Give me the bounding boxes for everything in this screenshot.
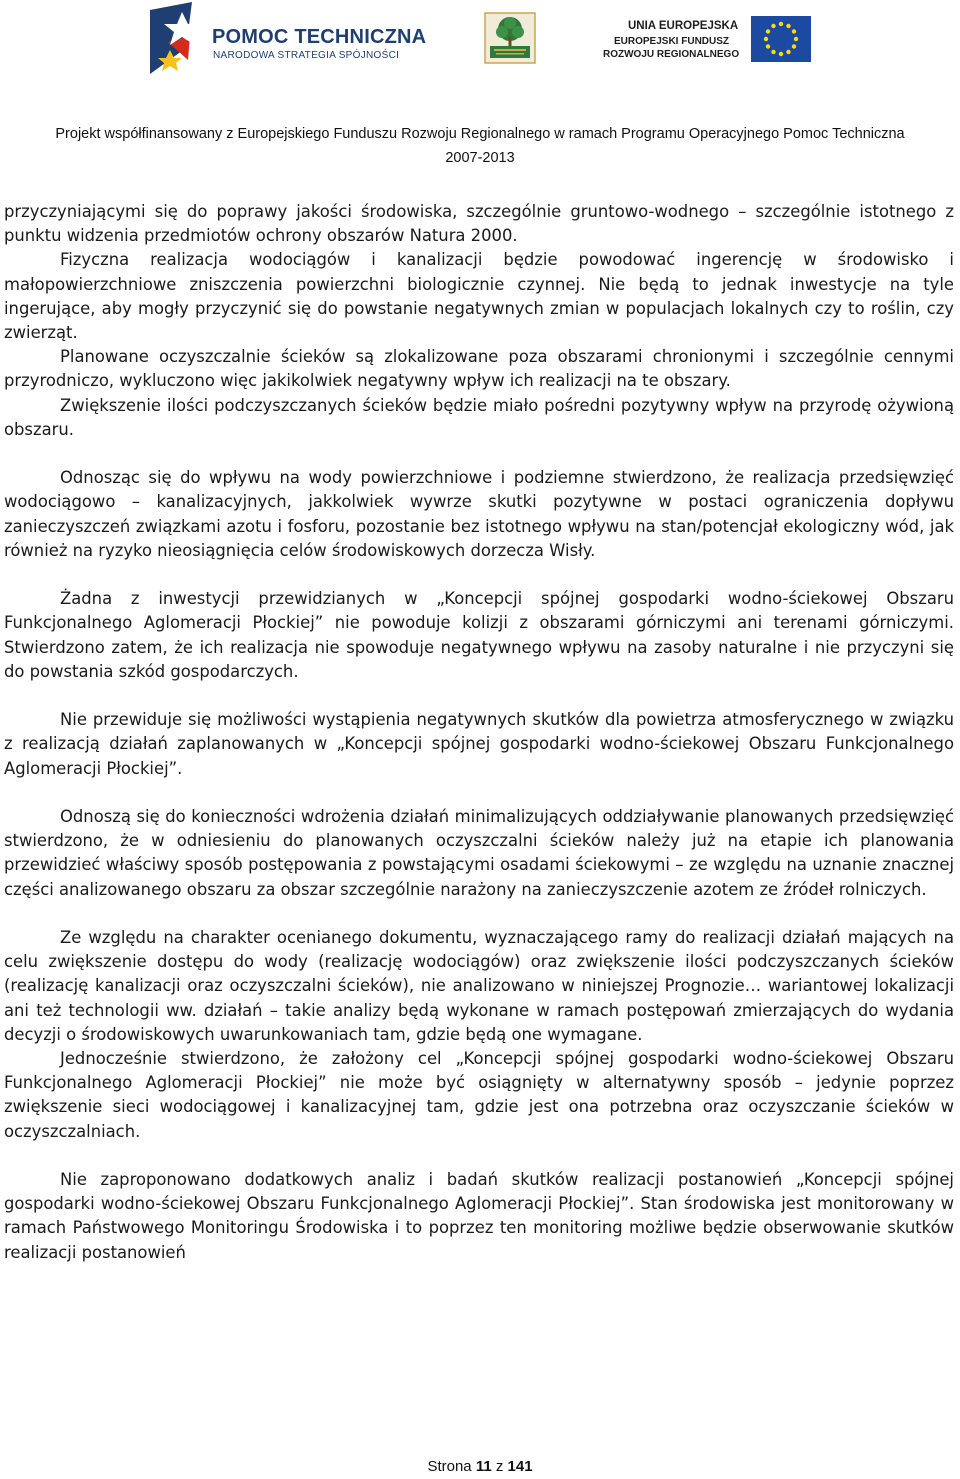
document-body [4, 200, 954, 1265]
pomoc-techniczna-title: POMOC TECHNICZNA [212, 26, 427, 48]
page-total: 141 [507, 1458, 533, 1475]
eu-logo-line-3: ROZWOJU REGIONALNEGO [603, 49, 740, 60]
project-funding-line [0, 122, 960, 170]
body-paragraph: Zwiększenie ilości podczyszczanych ścieków będzie miało pośredni pozytywny wpływ na przyrodę ożywioną obszaru. [4, 395, 954, 439]
body-paragraph: Jednocześnie stwierdzono, że założony cel „Koncepcji spójnej gospodarki wodno-ściekowej Obszaru Funkcjonalnego Aglomeracji Płockiej” nie może być osiągnięty w alternatywny sposób – jedynie poprzez zwiększenie sieci wodociągowej i kanalizacyjnej tam, gdzie jest ona potrzebna oraz oczyszczanie ścieków w oczyszczalniach. [4, 1049, 954, 1141]
body-paragraph: Planowane oczyszczalnie ścieków są zlokalizowane poza obszarami chronionymi i szczególnie cennymi przyrodniczo, wykluczono więc jakikolwiek negatywny wpływ ich realizacji na te obszary. [4, 347, 954, 391]
eu-flag-icon [751, 16, 811, 62]
pomoc-techniczna-mark-icon [148, 2, 210, 78]
body-paragraph: Odnoszą się do konieczności wdrożenia działań minimalizujących oddziaływanie planowanych przedsięwzięć stwierdzono, że w odniesieniu do planowanych oczyszczalni ścieków należy już na etapie ich planowania przewidzieć właściwy sposób postępowania z powstającymi osadami ściekowymi – ze względu na uznanie znacznej części analizowanego obszaru za obszar szczególnie narażony na zanieczyszczenie azotem ze źródeł rolniczych. [4, 807, 954, 899]
eu-logo [600, 14, 812, 66]
body-paragraph: Ze względu na charakter ocenianego dokumentu, wyznaczającego ramy do realizacji działań mających na celu zwiększenie dostępu do wody (realizację wodociągów) oraz zwiększenie ilości podczyszczanych ścieków (realizację kanalizacji oraz oczyszczalni ścieków), nie analizowano w niniejszej Prognozie… wariantowej lokalizacji ani też technologii ww. działań – takie analizy będą wykonane w ramach postępowań zmierzających do wydania decyzji o środowiskowych uwarunkowaniach tam, gdzie będą one wymagane. [4, 928, 954, 1044]
page-number: 11 [475, 1458, 492, 1475]
body-paragraph: przyczyniającymi się do poprawy jakości środowiska, szczególnie gruntowo-wodnego – szczególnie istotnego z punktu widzenia przedmiotów ochrony obszarów Natura 2000. [4, 202, 954, 246]
eu-logo-line-2: EUROPEJSKI FUNDUSZ [614, 36, 730, 47]
page-footer [0, 1458, 960, 1475]
pomoc-techniczna-logo [148, 2, 427, 78]
page-of-label: z [495, 1458, 504, 1475]
body-paragraph: Żadna z inwestycji przewidzianych w „Koncepcji spójnej gospodarki wodno-ściekowej Obszaru Funkcjonalnego Aglomeracji Płockiej” nie powoduje kolizji z obszarami górniczymi ani terenami górniczymi. Stwierdzono zatem, że ich realizacja nie spowoduje negatywnego wpływu na zasoby naturalne i nie przyczyni się do powstania szkód gospodarczych. [4, 589, 954, 681]
body-paragraph: Nie zaproponowano dodatkowych analiz i badań skutków realizacji postanowień „Koncepcji spójnej gospodarki wodno-ściekowej Obszaru Funkcjonalnego Aglomeracji Płockiej”. Stan środowiska jest monitorowany w ramach Państwowego Monitoringu Środowiska i to poprzez ten monitoring możliwe będzie obserwowanie skutków realizacji postanowień [4, 1170, 954, 1262]
body-paragraph: Fizyczna realizacja wodociągów i kanalizacji będzie powodować ingerencję w środowisko i małopowierzchniowe zniszczenia powierzchni biologicznie czynnej. Nie będą to jednak inwestycje na tyle ingerujące, aby mogły przyczynić się do powstanie negatywnych zmian w populacjach lokalnych czy to roślin, czy zwierząt. [4, 250, 954, 343]
tree-seal-icon [484, 12, 536, 64]
project-years: 2007-2013 [445, 150, 515, 166]
body-paragraph: Nie przewiduje się możliwości wystąpienia negatywnych skutków dla powietrza atmosferycznego w związku z realizacją działań zaplanowanych w „Koncepcji spójnej gospodarki wodno-ściekowej Obszaru Funkcjonalnego Aglomeracji Płockiej”. [4, 710, 954, 778]
project-funding-text: Projekt współfinansowany z Europejskiego Funduszu Rozwoju Regionalnego w ramach Programu Operacyjnego Pomoc Techniczna [55, 126, 905, 142]
pomoc-techniczna-subtitle: NARODOWA STRATEGIA SPÓJNOŚCI [213, 50, 400, 61]
page-header [0, 0, 960, 175]
eu-logo-line-1: UNIA EUROPEJSKA [628, 20, 739, 32]
page-label: Strona [427, 1458, 472, 1475]
body-paragraph: Odnosząc się do wpływu na wody powierzchniowe i podziemne stwierdzono, że realizacja przedsięwzięć wodociągowo – kanalizacyjnych, jakkolwiek wywrze skutki pozytywne w postaci ograniczenia dopływu zanieczyszczeń związkami azotu i fosforu, pozostanie bez istotnego wpływu na stan/potencjał ekologiczny wód, jak również na ryzyko nieosiągnięcia celów środowiskowych dorzecza Wisły. [4, 468, 954, 560]
